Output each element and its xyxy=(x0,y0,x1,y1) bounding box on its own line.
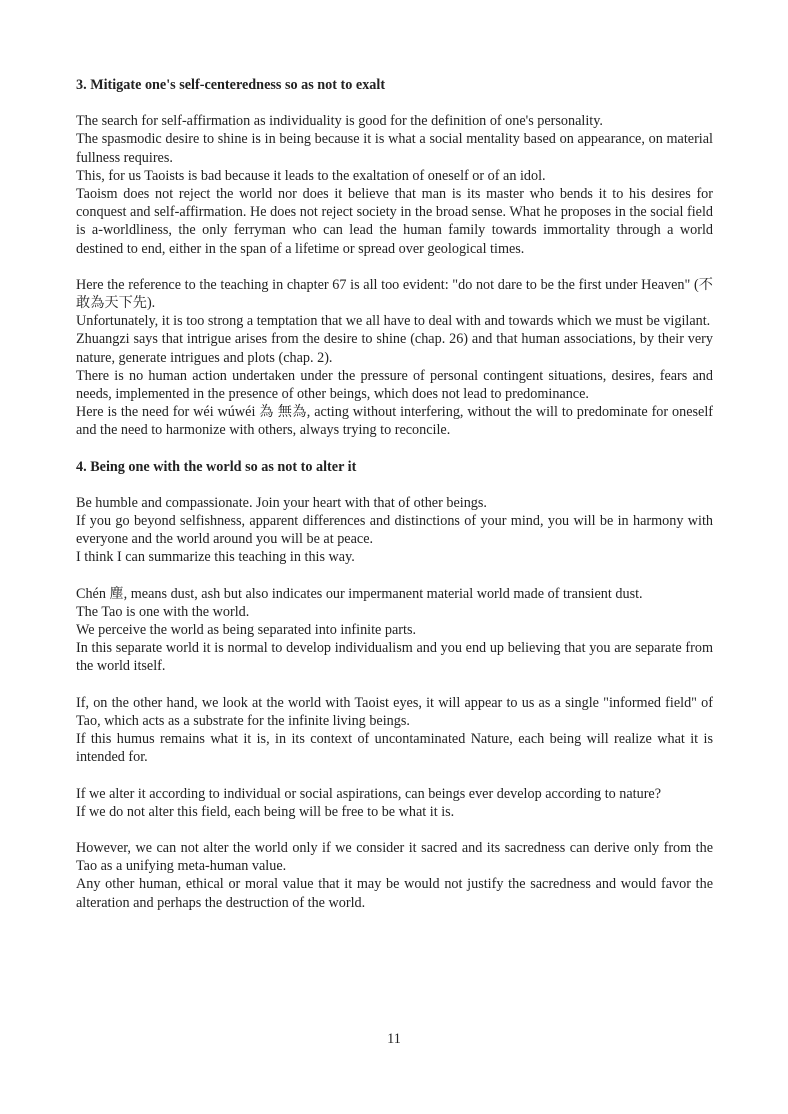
paragraph: I think I can summarize this teaching in this way. xyxy=(76,549,355,566)
section-3-heading: 3. Mitigate one's self-centeredness so as not to exalt xyxy=(76,77,386,93)
paragraph: If this humus remains what it is, in its context of uncontaminated Nature, each being will realize what it is intended for. xyxy=(76,731,713,766)
paragraph: This, for us Taoists is bad because it leads to the exaltation of oneself or of an idol. xyxy=(76,167,546,184)
paragraph: Unfortunately, it is too strong a temptation that we all have to deal with and towards which we must be vigilant. xyxy=(76,313,711,330)
paragraph: If we do not alter this field, each being will be free to be what it is. xyxy=(76,803,455,820)
paragraph: If, on the other hand, we look at the world with Taoist eyes, it will appear to us as a single "informed field" of Tao, which acts as a substrate for the infinite living beings. xyxy=(76,694,713,729)
paragraph: The search for self-affirmation as individuality is good for the definition of one's personality. xyxy=(76,113,603,130)
paragraph: If we alter it according to individual or social aspirations, can beings ever develop according to nature? xyxy=(76,785,662,802)
paragraph: Taoism does not reject the world nor does it believe that man is its master who bends it to his desires for conquest and self-affirmation. He does not reject society in the broad sense. What he proposes in the social field is a-worldliness, the only ferryman who can lead the human family towards immortality through a world destined to end, either in the span of a lifetime or spread over geological times. xyxy=(76,186,713,257)
paragraph: If you go beyond selfishness, apparent differences and distinctions of your mind, you will be in harmony with everyone and the world around you will be at peace. xyxy=(76,513,713,548)
document-body xyxy=(76,76,713,912)
paragraph: In this separate world it is normal to develop individualism and you end up believing that you are separate from the world itself. xyxy=(76,640,713,675)
paragraph: Here the reference to the teaching in chapter 67 is all too evident: "do not dare to be the first under Heaven" (不 敢為天下先). xyxy=(76,276,713,312)
paragraph: However, we can not alter the world only if we consider it sacred and its sacredness can derive only from the Tao as a unifying meta-human value. xyxy=(76,839,713,875)
paragraph: There is no human action undertaken under the pressure of personal contingent situations, desires, fears and needs, implemented in the presence of other beings, which does not lead to predominance. xyxy=(76,367,713,403)
paragraph: Here is the need for wéi wúwéi 為 無為, acting without interfering, without the will to predominate for oneself and the need to harmonize with others, always trying to reconcile. xyxy=(76,404,713,439)
page-number: 11 xyxy=(387,1031,401,1047)
paragraph: The spasmodic desire to shine is in being because it is what a social mentality based on appearance, on material fullness requires. xyxy=(76,131,713,166)
paragraph: Chén 塵, means dust, ash but also indicates our impermanent material world made of transient dust. xyxy=(76,585,643,602)
paragraph: Be humble and compassionate. Join your heart with that of other beings. xyxy=(76,494,487,511)
paragraph: We perceive the world as being separated into infinite parts. xyxy=(76,622,417,639)
paragraph: The Tao is one with the world. xyxy=(76,603,250,620)
section-4-heading: 4. Being one with the world so as not to alter it xyxy=(76,458,357,475)
paragraph: Any other human, ethical or moral value that it may be would not justify the sacredness and would favor the alteration and perhaps the destruction of the world. xyxy=(76,876,713,911)
paragraph: Zhuangzi says that intrigue arises from the desire to shine (chap. 26) and that human associations, by their very nature, generate intrigues and plots (chap. 2). xyxy=(76,331,713,366)
